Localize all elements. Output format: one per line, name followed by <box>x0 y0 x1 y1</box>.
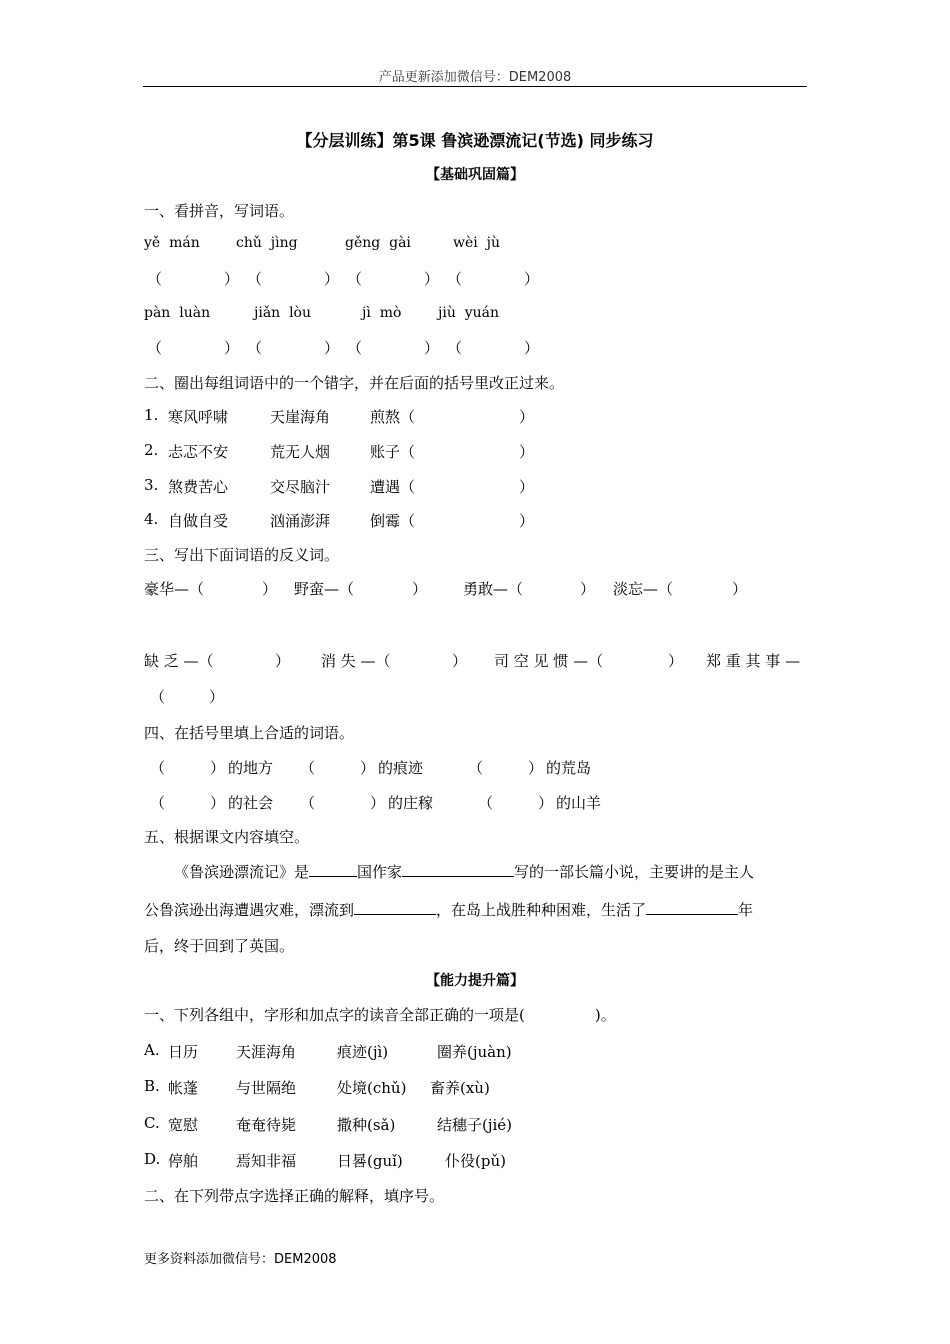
q3-title: 三、写出下面词语的反义词。 <box>144 546 340 564</box>
option-label: D. <box>144 1150 161 1168</box>
fill-close: ） <box>528 759 544 777</box>
q2-word: 寒风呼啸 <box>168 408 229 426</box>
option-word: 焉知非福 <box>236 1152 297 1170</box>
answer-box-open[interactable]: （ <box>447 339 463 357</box>
q2-item-num: 1. <box>144 406 159 424</box>
option-word: 结穗子(jié) <box>437 1116 513 1134</box>
fill-blank[interactable] <box>646 899 738 915</box>
fill-blank[interactable] <box>402 861 514 877</box>
antonym-item[interactable]: 消 失 —（ <box>321 652 391 670</box>
q2-word: 煞费苦心 <box>168 478 229 496</box>
page-footer: 更多资料添加微信号：DEM2008 <box>144 1252 337 1267</box>
answer-box-close: ） <box>424 270 440 288</box>
fill-phrase: 的荒岛 <box>546 759 592 777</box>
q5-line-3: 后，终于回到了英国。 <box>144 937 295 955</box>
q5-line-1 <box>174 861 754 882</box>
pinyin-1-4: wèi jù <box>453 235 501 251</box>
q5-text: 《鲁滨逊漂流记》是 <box>174 863 310 881</box>
a1-title <box>144 1004 616 1025</box>
q2-word[interactable]: 遭遇（ <box>370 478 416 496</box>
fill-close: ） <box>370 794 386 812</box>
page-title: 【分层训练】第5课 鲁滨逊漂流记(节选) 同步练习 <box>296 131 654 150</box>
q2-close: ） <box>519 408 535 426</box>
option-word: 处境(chǔ) <box>337 1079 407 1097</box>
fill-close: ） <box>360 759 376 777</box>
option-word: 停舶 <box>168 1152 199 1170</box>
q2-word: 交尽脑汁 <box>270 478 331 496</box>
option-word: 畜养(xù) <box>430 1079 490 1097</box>
antonym-item[interactable]: 郑 重 其 事 — <box>706 652 801 670</box>
q2-title: 二、圈出每组词语中的一个错字，并在后面的括号里改正过来。 <box>144 374 565 392</box>
q2-word: 汹涌澎湃 <box>270 512 331 530</box>
a1-title-end: )。 <box>594 1006 616 1024</box>
fill-open[interactable]: （ <box>478 794 494 812</box>
option-label: C. <box>144 1114 160 1132</box>
q5-text: 写的一部长篇小说，主要讲的是主人 <box>514 863 755 881</box>
antonym-item[interactable]: 勇敢—（ <box>463 580 524 598</box>
fill-close: ） <box>538 794 554 812</box>
antonym-close: ） <box>668 652 684 670</box>
a1-title-text: 一、下列各组中，字形和加点字的读音全部正确的一项是( <box>144 1006 525 1024</box>
answer-box-close: ） <box>224 339 240 357</box>
section-advanced-heading: 【能力提升篇】 <box>426 973 524 989</box>
pinyin-1-1: yě mán <box>144 235 200 251</box>
fill-phrase: 的地方 <box>228 759 274 777</box>
pinyin-1-2: chǔ jìng <box>236 235 298 251</box>
q2-item-num: 3. <box>144 476 159 494</box>
fill-phrase: 的山羊 <box>556 794 602 812</box>
fill-open[interactable]: （ <box>300 759 316 777</box>
fill-open[interactable]: （ <box>300 794 316 812</box>
q1-title: 一、看拼音，写词语。 <box>144 202 295 220</box>
fill-blank[interactable] <box>354 899 436 915</box>
antonym-item[interactable]: 司 空 见 惯 —（ <box>494 652 604 670</box>
option-word: 日历 <box>168 1043 199 1061</box>
antonym-item[interactable]: 淡忘—（ <box>613 580 674 598</box>
option-label: B. <box>144 1077 160 1095</box>
pinyin-2-3: jì mò <box>362 305 402 321</box>
page-header: 产品更新添加微信号：DEM2008 <box>378 70 572 85</box>
answer-box-close: ） <box>524 339 540 357</box>
option-word: 宽慰 <box>168 1116 199 1134</box>
answer-box-open[interactable]: （ <box>147 339 163 357</box>
antonym-item[interactable]: 缺 乏 —（ <box>144 652 214 670</box>
option-word: 天涯海角 <box>236 1043 297 1061</box>
answer-box-close: ） <box>324 339 340 357</box>
q2-close: ） <box>519 443 535 461</box>
answer-box-open[interactable]: （ <box>447 270 463 288</box>
option-word: 与世隔绝 <box>236 1079 297 1097</box>
q2-word[interactable]: 倒霉（ <box>370 512 416 530</box>
q2-word[interactable]: 账子（ <box>370 443 416 461</box>
q2-item-num: 4. <box>144 510 159 528</box>
answer-box-open[interactable]: （ <box>247 339 263 357</box>
antonym-close: ） <box>732 580 748 598</box>
q4-title: 四、在括号里填上合适的词语。 <box>144 724 355 742</box>
fill-open[interactable]: （ <box>468 759 484 777</box>
answer-box-open[interactable]: （ <box>347 339 363 357</box>
fill-open[interactable]: （ <box>150 794 166 812</box>
q5-text: 国作家 <box>357 863 403 881</box>
fill-phrase: 的庄稼 <box>388 794 434 812</box>
antonym-close: ） <box>412 580 428 598</box>
antonym-item[interactable]: 豪华—（ <box>144 580 205 598</box>
pinyin-1-3: gěng gài <box>345 235 411 251</box>
option-word: 痕迹(jì) <box>337 1043 389 1061</box>
q2-item-num: 2. <box>144 441 159 459</box>
q2-word: 荒无人烟 <box>270 443 331 461</box>
antonym-wrap-open[interactable]: （ <box>150 688 166 706</box>
antonym-close: ） <box>275 652 291 670</box>
answer-box-close: ） <box>524 270 540 288</box>
a2-title: 二、在下列带点字选择正确的解释，填序号。 <box>144 1187 445 1205</box>
q5-text: 年 <box>738 901 754 919</box>
option-word: 圈养(juàn) <box>437 1043 512 1061</box>
pinyin-2-2: jiǎn lòu <box>254 305 312 321</box>
q2-word: 自做自受 <box>168 512 229 530</box>
option-word: 日晷(guǐ) <box>337 1152 403 1170</box>
fill-open[interactable]: （ <box>150 759 166 777</box>
pinyin-2-1: pàn luàn <box>144 305 211 321</box>
antonym-close: ） <box>209 688 225 706</box>
q2-close: ） <box>519 478 535 496</box>
answer-box-close: ） <box>424 339 440 357</box>
fill-phrase: 的社会 <box>228 794 274 812</box>
q2-word[interactable]: 煎熬（ <box>370 408 416 426</box>
antonym-close: ） <box>452 652 468 670</box>
fill-blank[interactable] <box>309 861 357 877</box>
q2-word: 忐忑不安 <box>168 443 229 461</box>
q5-text: 公鲁滨逊出海遭遇灾难，漂流到 <box>144 901 355 919</box>
antonym-close: ） <box>262 580 278 598</box>
fill-close: ） <box>210 794 226 812</box>
option-label: A. <box>144 1041 160 1059</box>
section-basic-heading: 【基础巩固篇】 <box>426 167 524 183</box>
answer-box-open[interactable]: （ <box>247 270 263 288</box>
answer-box-close: ） <box>324 270 340 288</box>
answer-box-open[interactable]: （ <box>147 270 163 288</box>
answer-box-open[interactable]: （ <box>347 270 363 288</box>
option-word: 仆役(pǔ) <box>445 1152 506 1170</box>
q5-line-2 <box>144 899 753 920</box>
antonym-item[interactable]: 野蛮—（ <box>294 580 355 598</box>
option-word: 帐蓬 <box>168 1079 199 1097</box>
answer-box-close: ） <box>224 270 240 288</box>
antonym-close: ） <box>580 580 596 598</box>
q2-close: ） <box>519 512 535 530</box>
header-divider <box>143 86 807 87</box>
q5-text: ，在岛上战胜种种困难，生活了 <box>436 901 647 919</box>
option-word: 撒种(sǎ) <box>337 1116 396 1134</box>
q5-title: 五、根据课文内容填空。 <box>144 828 310 846</box>
fill-phrase: 的痕迹 <box>378 759 424 777</box>
option-word: 奄奄待毙 <box>236 1116 297 1134</box>
fill-close: ） <box>210 759 226 777</box>
q2-word: 天崖海角 <box>270 408 331 426</box>
pinyin-2-4: jiù yuán <box>438 305 500 321</box>
